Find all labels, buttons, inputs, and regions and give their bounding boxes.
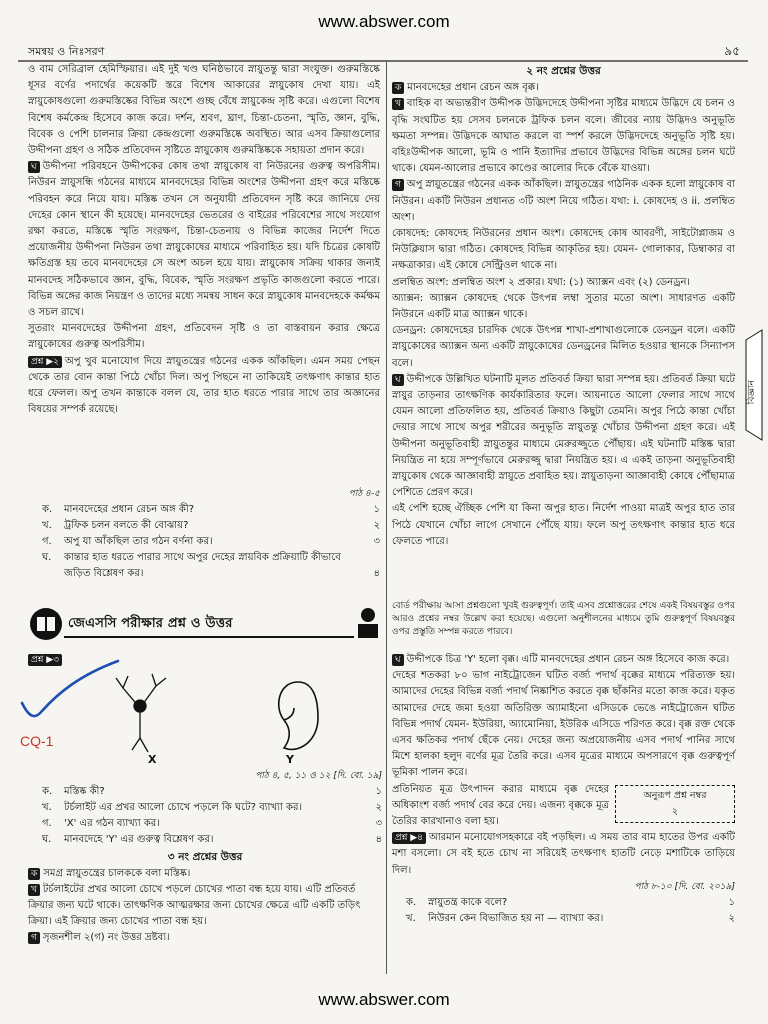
item-letter: ক.: [406, 897, 417, 909]
item-marks: ৩: [373, 536, 380, 547]
paragraph: দেহের শতকরা ৮০ ভাগ নাইট্রোজেন ঘটিত বর্জ্য পদার্থ বৃক্কের মাধ্যমে পরিত্যক্ত হয়। আমাদের দেহের বিভিন্ন বর্জ্য পদার্থ নিষ্কাশিত করতে বৃক্ক ছাঁকনির মতো কাজ করে। যকৃত আমাদের দেহে জমা হওয়া অতিরিক্ত অ্যামাইনো এসিডকে ভেঙে নাইট্রোজেন ঘটিত বিভিন্ন পদার্থ যেমন- ইউরিয়া, অ্যামোনিয়া, ইউরিক এসিডে পরিণত করে। বৃক্ক রক্ত থেকে এসব ক্ষতিকর পদার্থ ছেঁকে নেয়। দেহের জন্য অপ্রয়োজনীয় এসব পদার্থ পানির সাথে মিশে হালকা হলুদ বর্ণের মূত্র তৈরি করে। এসব মূত্রের মাধ্যমে অপসারণে বৃক্ক গুরুত্বপূর্ণ ভূমিকা পালন করে।: [392, 670, 735, 779]
answer-tag: খ: [392, 98, 404, 110]
source-note: পাঠ ৮-১০ [দি. বো. ২০১৯]: [634, 881, 735, 892]
item-text: স্নায়ুতন্ত্র কাকে বলে?: [428, 897, 508, 909]
paragraph: ও বাম সেরিব্রাল হেমিস্ফিয়ার। এই দুই খণ্ড ঘনিষ্ঠভাবে স্নায়ুতন্তু দ্বারা সংযুক্ত। গুরুমস্তিষ্কে ধূসর বর্ণের পদার্থের কয়েকটি স্তরে বিশেষ আকারের স্নায়ুকোষ দেখা যায়। এই স্নায়ুকোষগুলো গুরুমস্তিষ্কের বিভিন্ন অংশে গুচ্ছ বেঁধে স্নায়ুকেন্দ্র সৃষ্টি করে। এগুলো বিশেষ বিশেষ কর্মকেন্দ্র হিসেবে কাজ করে। দর্শন, শ্রবণ, ঘ্রাণ, চিন্তা-চেতনা, স্মৃতি, জ্ঞান, বুদ্ধি, বিবেক ও পেশি চালনার ক্রিয়া কেন্দ্রগুলো গুরুমস্তিষ্কে অবস্থিত। আর এসব ক্রিয়াগুলোর উদ্দীপনা গ্রহণ ও সঠিক প্রতিবেদন সৃষ্টিতে স্নায়ুকোষ গুরুমস্তিষ্ককে সহায়তা প্রদান করে।: [28, 64, 380, 157]
banner-underline: [64, 636, 354, 638]
paragraph: কোষদেহ: কোষদেহ নিউরনের প্রধান অংশ। কোষদেহ কোষ আবরণী, সাইটোপ্লাজম ও নিউক্লিয়াস দ্বারা গঠিত। কোষদেহ বিভিন্ন আকৃতির হয়। যেমন- গোলাকার, ডিম্বাকার বা নক্ষত্রাকার। এই কোষে সেন্ট্রিওল থাকে না।: [392, 228, 735, 272]
related-number: ২: [671, 805, 679, 817]
board-note: বোর্ড পরীক্ষায় আসা প্রশ্নগুলো খুবই গুরুত্বপূর্ণ। তাই এসব প্রশ্নোত্তরের শেষে একই বিষয়বস্তুর ওপর আরও প্রশ্নের নম্বর উল্লেখ করা হয়েছে। এগুলো অনুশীলনের মাধ্যমে তুমি গুরুত্বপূর্ণ বিষয়বস্তুর ওপর প্রস্তুতি সম্পন্ন করতে পারবে।: [392, 601, 735, 637]
figure-label-y: Y: [286, 753, 294, 766]
cq-annotation: CQ-1: [20, 733, 54, 749]
item-text: মস্তিষ্ক কী?: [64, 786, 105, 797]
item-marks: ৩: [375, 818, 382, 829]
answer-text: অপু স্নায়ুতন্ত্রের গঠনের একক আঁকছিল। স্নায়ুতন্ত্রের গাঠনিক একক হলো স্নায়ুকোষ বা নিউরন। একটি নিউরন প্রধানত ৩টি অংশ নিয়ে গঠিত। যথা: i. কোষদেহ ও ii. প্রলম্বিত অংশ।: [392, 179, 735, 223]
related-label: অনুরূপ প্রশ্ন নম্বর: [643, 789, 707, 801]
paragraph: প্রতিনিয়ত মূত্র উৎপাদন করার মাধ্যমে বৃক্ক দেহের অধিকাংশ বর্জ্য পদার্থ বের করে দেয়। এজন্য বৃক্ককে মূত্র তৈরির কারখানাও বলা হয়।: [392, 783, 609, 828]
item-letter: ঘ.: [42, 834, 52, 845]
answer-text: মানবদেহের প্রধান রেচন অঙ্গ বৃক্ক।: [407, 82, 539, 94]
item-letter: গ.: [42, 818, 52, 829]
question-item: [28, 816, 382, 832]
books-icon: [28, 606, 64, 642]
left-column: [28, 62, 380, 416]
question-item: [28, 784, 382, 800]
item-marks: ২: [373, 520, 380, 531]
item-marks: ১: [728, 897, 735, 909]
question-items-2: [28, 486, 380, 582]
source-note: পাঠ ৪, ৫, ১১ ও ১২ [দি. বো. ১৯]: [255, 771, 382, 781]
site-url-top[interactable]: www.abswer.com: [318, 12, 450, 31]
item-marks: ২: [728, 913, 735, 925]
item-text: মানবদেহে 'Y' এর গুরুত্ব বিশ্লেষণ কর।: [64, 834, 214, 845]
question-tag: প্রশ্ন ▶৪: [392, 832, 426, 844]
item-marks: ৪: [375, 834, 382, 845]
answer-heading: ৩ নং প্রশ্নের উত্তর: [167, 851, 243, 863]
answer-tag: গ: [392, 179, 404, 191]
column-divider: [386, 62, 387, 974]
item-text: মানবদেহের প্রধান রেচন অঙ্গ কী?: [64, 504, 195, 515]
side-tab-label: বিজ্ঞান: [747, 380, 757, 405]
paragraph: প্রলম্বিত অংশ: প্রলম্বিত অংশ ২ প্রকার। যথা: (১) অ্যাক্সন এবং (২) ডেনড্রন।: [392, 276, 690, 288]
right-column: [392, 62, 735, 612]
answer-heading: ২ নং প্রশ্নের উত্তর: [526, 65, 601, 77]
tutor-icon: [354, 606, 382, 640]
item-letter: ঘ.: [42, 552, 52, 563]
item-text: নিউরন কেন বিভাজিত হয় না — ব্যাখ্যা কর।: [428, 913, 604, 925]
kidney-drawing: [279, 682, 318, 749]
answer-paragraph: ক সমগ্র স্নায়ুতন্ত্রের চালককে বলা মস্তিষ্ক।: [28, 866, 382, 882]
jsc-banner: [28, 604, 382, 644]
item-letter: খ.: [42, 802, 52, 813]
question-item: [28, 832, 382, 848]
chapter-title: সমন্বয় ও নিঃসরণ: [28, 45, 105, 58]
question-item: [28, 800, 382, 816]
page-header: [18, 40, 748, 60]
item-marks: ১: [375, 786, 382, 797]
item-text: ট্রফিক চলন বলতে কী বোঝায়?: [64, 520, 189, 531]
question-item: [28, 534, 380, 550]
answer-tag: ঘ: [28, 161, 40, 173]
item-text: টর্চলাইট এর প্রখর আলো চোখে পড়লে কি ঘটে? ব্যাখ্যা কর।: [64, 802, 303, 813]
question-list: [28, 502, 380, 582]
item-marks: ৪: [373, 568, 380, 579]
question-tag: প্রশ্ন ▶৩: [28, 654, 62, 666]
question-list: [392, 895, 735, 927]
item-text: অপু যা আঁকছিল তার গঠন বর্ণনা কর।: [64, 536, 213, 547]
item-marks: ২: [375, 802, 382, 813]
question-item: [28, 518, 380, 534]
question-item: [28, 502, 380, 518]
paragraph: ডেনড্রন: কোষদেহের চারদিক থেকে উৎপন্ন শাখা-প্রশাখাগুলোকে ডেনড্রন বলে। একটি স্নায়ুকোষের অ্যাক্সন অন্য একটি স্নায়ুকোষের ডেনড্রনের মিলিত হওয়ার স্থানকে সিন্যাপস বলে।: [392, 325, 735, 369]
question-stem: প্রশ্ন ▶৪ আরমান মনোযোগসহকারে বই পড়ছিল। এ সময় তার বাম হাতের উপর একটি মশা বসলো। সে বই হতে চোখ না সরিয়েই তৎক্ষণাৎ হাতটি নেড়ে মশাটিকে তাড়িয়ে দিল।: [392, 832, 735, 876]
question-item: [392, 911, 735, 927]
related-questions-box: [615, 785, 735, 823]
question-tag: প্রশ্ন ▶২: [28, 356, 62, 368]
item-marks: ১: [373, 504, 380, 515]
answer-paragraph: ঘ উদ্দীপনা পরিবহনে উদ্দীপকের কোষ তথা স্নায়ুকোষ বা নিউরনের গুরুত্ব অপরিসীম। নিউরন স্নায়ুসন্ধি গঠনের মাধ্যমে মানবদেহের বিভিন্ন অংশের উদ্দীপনা গ্রহণ করে মস্তিষ্কে পরিবহন করে নিয়ে যায়। মস্তিষ্ক তখন সে অনুযায়ী প্রতিবেদন সৃষ্টি করে জানিয়ে দেয় দেহের কোন স্থানে কী হয়েছে। মানবদেহের ভেতরের ও বাইরের পরিবেশের সাথে সংযোগ রক্ষা করতে, মস্তিষ্কে স্মৃতি সংরক্ষণ, চিন্তা-চেতনায় ও বিভিন্ন কাজের নির্দেশ দিতে প্রয়োজনীয় উদ্দীপনা নিউরন তথা স্নায়ুকোষের মাধ্যমে পরিবাহিত হয়। যদি চিত্রের কোষটি ক্ষতিগ্রস্ত হয় তবে মানবদেহের সে অংশ অচল হয়ে যায়। স্নায়ুকোষ সক্রিয় থাকার জন্যই মানবদেহ সঠিকভাবে জ্ঞান, বুদ্ধি, বিবেক, স্মৃতি সংরক্ষণ প্রভৃতি কাজগুলো করতে পারে। বিভিন্ন অঙ্গের কাজ নিয়ন্ত্রণ ও তাদের মধ্যে সমন্বয় সাধন করে স্নায়ুকোষ মানবদেহকে কর্মক্ষম ও সচল রাখে।: [28, 161, 380, 319]
answer-paragraph: খ টর্চলাইটের প্রখর আলো চোখে পড়লে চোখের পাতা বন্ধ হয়ে যায়। এটি প্রতিবর্ত ক্রিয়ার জন্য ঘটে থাকে। তাৎক্ষণিক আত্মরক্ষার জন্য চোখের ক্ষেত্রে এটি একটি তড়িৎ ক্রিয়া। এই ক্রিয়ার জন্য চোখের পাতা বন্ধ হয়।: [28, 884, 361, 927]
paragraph: সুতরাং মানবদেহের উদ্দীপনা গ্রহণ, প্রতিবেদন সৃষ্টি ও তা বাস্তবায়ন করার ক্ষেত্রে স্নায়ুকোষের গুরুত্ব অপরিসীম।: [28, 323, 380, 351]
page-number: ৯৫: [724, 44, 740, 58]
question-stem: প্রশ্ন ▶২ অপু খুব মনোযোগ দিয়ে স্নায়ুতন্ত্রের গঠনের একক আঁকছিল। এমন সময় পেছন থেকে তার বোন কান্তা পিঠে খোঁচা দিল। অপু পিছনে না তাকিয়েই তৎক্ষণাৎ কান্তার হাত ধরে ফেলল। অপু তখন কান্তাকে বলল যে, তার হাত ধরতে পারার সাথে তার অজ্ঞানের বিষয়ের সম্পর্ক রয়েছে।: [28, 355, 380, 416]
item-text: কান্তার হাত ধরতে পারার সাথে অপুর দেহের স্নায়বিক প্রক্রিয়াটি কীভাবে জড়িত বিশ্লেষণ কর।: [64, 552, 341, 579]
answer-tag: গ: [28, 932, 40, 944]
answer-tag: ঘ: [392, 654, 404, 666]
banner-title: জেএসসি পরীক্ষার প্রশ্ন ও উত্তর: [68, 616, 233, 631]
item-letter: ক.: [42, 504, 53, 515]
answer-text: উদ্দীপকে চিত্র 'Y' হলো বৃক্ক। এটি মানবদেহের প্রধান রেচন অঙ্গ হিসেবে কাজ করে।: [406, 654, 730, 665]
question-list: [28, 784, 382, 848]
answer-tag: ক: [28, 868, 40, 880]
item-letter: খ.: [406, 913, 416, 925]
item-text: 'X' এর গঠন ব্যাখ্যা কর।: [64, 818, 160, 829]
right-lower-column: [392, 652, 735, 982]
answer-text: বাহিক বা অভ্যন্তরীণ উদ্দীপক উদ্ভিদদেহে উদ্দীপনা সৃষ্টির মাধ্যমে উদ্ভিদে যে চলন ও বৃদ্ধি সংঘটিত হয় সেসব চলনকে ট্রফিক চলন বলে। জীবের ন্যায় উদ্ভিদও অনুভূতি ক্ষমতা সম্পন্ন। উদ্ভিদকে আঘাত করলে বা স্পর্শ করলে উদ্ভিদদেহে অনুভূতি সৃষ্টি হয়। বহিঃউদ্দীপক আলো, ভূমি ও পানি ইত্যাদির প্রভাবে উদ্ভিদের বিভিন্ন অঙ্গের চলন ঘটে থাকে। যেমন-আলোর প্রভাবে কাণ্ডের আলোর দিকে বেঁকে যাওয়া।: [392, 98, 735, 175]
answer-tag: খ: [28, 884, 40, 896]
answer-tag: ক: [392, 82, 404, 94]
site-url-bottom[interactable]: www.abswer.com: [318, 990, 450, 1009]
figure-label-x: X: [148, 753, 157, 766]
answer-text: উদ্দীপকে উল্লিখিত ঘটনাটি মূলত প্রতিবর্ত ক্রিয়া দ্বারা সম্পন্ন হয়। প্রতিবর্ত ক্রিয়া ঘটে স্নায়ুর তাড়নার তাৎক্ষণিক কার্যকারিতার ফলে। আয়নাতে আলো ফেলার সাথে সাথে যেমন আলো প্রতিফলিত হয়, প্রতিবর্ত ক্রিয়াও কিছুটা তেমনি। অপুর পিঠে কান্তা খোঁচা দেয়ার সাথে সাথে অপুর শরীরের অনুভূতি স্নায়ুতন্তু খোঁচার উদ্দীপনা গ্রহণ করে। এই উদ্দীপনা অনুভূতিবাহী স্নায়ুতন্তুর মাধ্যমে মেরুরজ্জুতে পৌঁছায়। এই ঘটনাটি মস্তিষ্ক দ্বারা নিয়ন্ত্রিত না হয়ে সম্পূর্ণভাবে মেরুরজ্জু দ্বারা নিয়ন্ত্রিত হয়। এ একই তাড়না অনুভূতিবাহী স্নায়ুকোষ থেকে আজ্ঞাবাহী স্নায়ুতে প্রবাহিত হয়। স্নায়ুতাড়না আজ্ঞাবাহী কোষে পৌঁছামাত্র পেশিতে প্রেরণ করে।: [392, 373, 735, 499]
item-letter: খ.: [42, 520, 52, 531]
paragraph: অ্যাক্সন: অ্যাক্সন কোষদেহ থেকে উৎপন্ন লম্বা সুতার মতো অংশ। সাধারণত একটি নিউরনে একটি মাত্র অ্যাক্সন থাকে।: [392, 292, 735, 321]
item-letter: গ.: [42, 536, 52, 547]
answer-paragraph: গ সৃজনশীল ২(গ) নং উত্তর দ্রষ্টব্য।: [28, 930, 382, 946]
question-item: [28, 550, 380, 582]
check-mark-icon: [14, 655, 134, 735]
question-item: [392, 895, 735, 911]
source-note: পাঠ ৪-৫: [348, 489, 380, 499]
paragraph: এই পেশি হচ্ছে ঐচ্ছিক পেশি যা কিনা অপুর হাত। নির্দেশ পাওয়া মাত্রই অপুর হাত তার পিঠে যেখানে খোঁচা লাগে সেখানে পৌঁছে যায়। ফলে অপু তৎক্ষণাৎ কান্তার হাত ধরে ফেলতে পারে।: [392, 503, 735, 547]
answer-tag: ঘ: [392, 374, 404, 386]
item-letter: ক.: [42, 786, 53, 797]
